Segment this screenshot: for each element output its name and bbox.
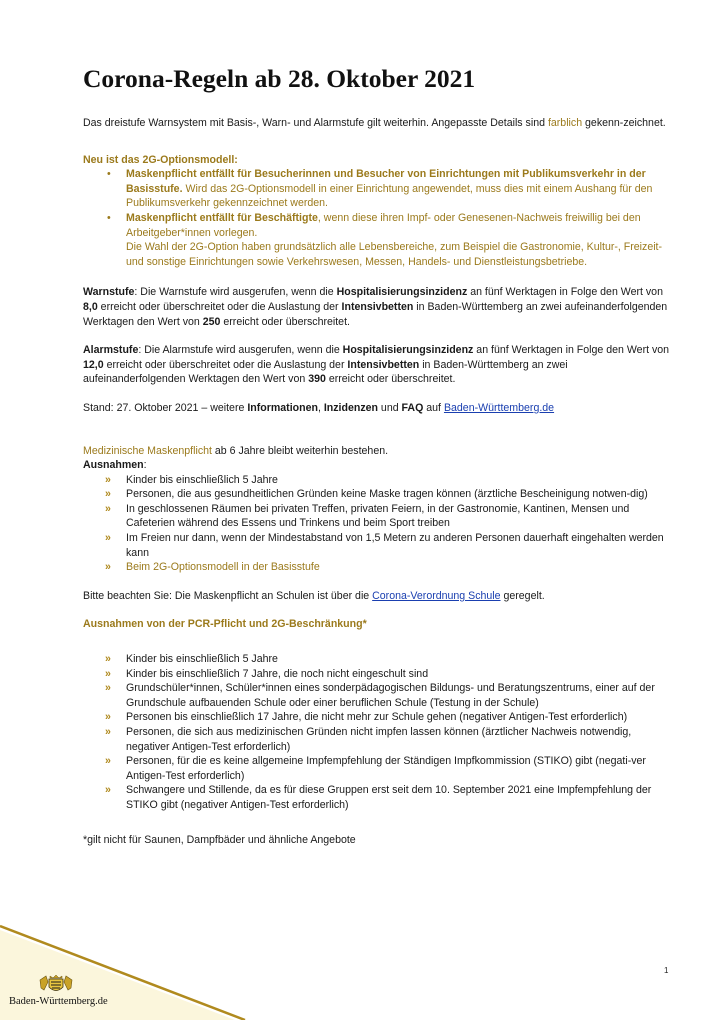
bullet-icon: • — [107, 168, 111, 181]
list-item: • Maskenpflicht entfällt für Beschäftigte, wenn diese ihren Impf- oder Genesenen-Nachweis freiwillig bei den Arbeitgeber*innen vorlegen. Die Wahl der 2G-Option haben grundsätzlich alle Lebensbereiche, zum Beispiel die Gastronomie, Kultur-, Freizeit- und sonstige Einrichtungen sowie Verkehrswesen, Messen, Handels- und Dienstleistungsbetriebe. — [107, 211, 663, 268]
stand-paragraph: Stand: 27. Oktober 2021 – weitere Informationen, Inzidenzen und FAQ auf Baden-Württemberg.de — [83, 401, 555, 414]
mask-exceptions-label: Ausnahmen: — [83, 459, 147, 472]
list-item: • Maskenpflicht entfällt für Besucherinnen und Besucher von Einrichtungen mit Publikumsverkehr in der Basisstufe. Wird das 2G-Optionsmodell in einer Einrichtung angewendet, muss dies mit einem Aushang für den Publikumsverkehr gekennzeichnet werden. — [107, 168, 653, 210]
list-item: » In geschlossenen Räumen bei privaten Treffen, privaten Feiern, in der Gastronomie, Kantinen, Mensen und Cafeterien während des Essens und Trinkens und beim Sport treiben — [105, 502, 630, 530]
list-item: » Personen, die aus gesundheitlichen Gründen keine Maske tragen können (ärztliche Bescheinigung notwen-dig) — [105, 488, 648, 501]
arrow-icon: » — [105, 561, 111, 574]
arrow-icon: » — [105, 667, 111, 680]
arrow-icon: » — [105, 502, 111, 515]
baden-wuerttemberg-link[interactable]: Baden-Württemberg.de — [443, 401, 555, 414]
list-item: » Personen, die sich aus medizinischen Gründen nicht impfen lassen können (ärztlicher Nachweis notwendig, negativer Antigen-Test erforderlich) — [105, 726, 632, 753]
list-item: » Kinder bis einschließlich 5 Jahre — [105, 473, 278, 486]
page-title: Corona-Regeln ab 28. Oktober 2021 — [83, 64, 476, 93]
arrow-icon: » — [105, 653, 111, 666]
list-item: » Kinder bis einschließlich 7 Jahre, die noch nicht eingeschult sind — [105, 667, 429, 680]
bullet-icon: • — [107, 211, 111, 224]
logo-text: Baden-Württemberg.de — [9, 996, 108, 1007]
list-item: » Kinder bis einschließlich 5 Jahre — [105, 653, 278, 666]
list-item: » Personen, für die es keine allgemeine Impfempfehlung der Ständigen Impfkommission (STIKO) gibt (negati-ver Antigen-Test erforderlich) — [105, 755, 646, 782]
arrow-icon: » — [105, 682, 111, 695]
list-item: » Grundschüler*innen, Schüler*innen eines sonderpädagogischen Bildungs- und Beratungszentrums, einer auf der Grundschule aufbauenden Schule oder einer beruflichen Schule (Testung in der Schule) — [105, 682, 655, 709]
document-page — [83, 64, 673, 847]
school-paragraph: Bitte beachten Sie: Die Maskenpflicht an Schulen ist über die Corona-Verordnung Schule geregelt. — [83, 589, 545, 602]
footnote: *gilt nicht für Saunen, Dampfbäder und ähnliche Angebote — [83, 833, 356, 846]
intro-paragraph: Das dreistufe Warnsystem mit Basis-, Warn- und Alarmstufe gilt weiterhin. Angepasste Details sind farblich gekenn-zeichnet. — [83, 117, 666, 129]
list-item: » Personen bis einschließlich 17 Jahre, die nicht mehr zur Schule gehen (negativer Antigen-Test erforderlich) — [105, 711, 628, 724]
mask-exceptions-list — [83, 473, 673, 575]
list-item: » Beim 2G-Optionsmodell in der Basisstufe — [105, 561, 320, 574]
arrow-icon: » — [105, 755, 111, 768]
coat-of-arms-icon — [38, 974, 74, 996]
arrow-icon: » — [105, 784, 111, 797]
options-list — [83, 167, 673, 269]
list-item: » Im Freien nur dann, wenn der Mindestabstand von 1,5 Metern zu anderen Personen dauerhaft eingehalten werden kann — [105, 532, 664, 559]
arrow-icon: » — [105, 711, 111, 724]
intro-highlight: farblich — [547, 117, 583, 129]
page-number: 1 — [664, 966, 669, 975]
pcr-exceptions-list — [83, 652, 673, 813]
alarmstufe-paragraph: Alarmstufe: Die Alarmstufe wird ausgerufen, wenn die Hospitalisierungsinzidenz an fünf Werktagen in Folge den Wert von 12,0 erreicht oder überschreitet oder die Auslastung der Intensivbetten in Baden-Württemberg an zwei aufeinanderfolgenden Werktagen den Wert von 390 erreicht oder überschreitet. — [83, 344, 670, 386]
corona-verordnung-schule-link[interactable]: Corona-Verordnung Schule — [372, 589, 501, 602]
pcr-heading: Ausnahmen von der PCR-Pflicht und 2G-Beschränkung* — [83, 618, 367, 631]
list-item: » Schwangere und Stillende, da es für diese Gruppen erst seit dem 10. September 2021 eine Impfempfehlung der STIKO gibt (negativer Antigen-Test erforderlich) — [105, 784, 652, 811]
arrow-icon: » — [105, 473, 111, 486]
options-heading: Neu ist das 2G-Optionsmodell: — [83, 153, 238, 166]
arrow-icon: » — [105, 488, 111, 501]
mask-heading: Medizinische Maskenpflicht ab 6 Jahre bleibt weiterhin bestehen. — [83, 444, 389, 457]
arrow-icon: » — [105, 726, 111, 738]
warnstufe-paragraph: Warnstufe: Die Warnstufe wird ausgerufen, wenn die Hospitalisierungsinzidenz an fünf Werktagen in Folge den Wert von 8,0 erreicht oder überschreitet oder die Auslastung der Intensivbetten in Baden-Württemberg an zwei aufeinanderfolgenden Werktagen den Wert von 250 erreicht oder überschreitet. — [83, 286, 668, 328]
arrow-icon: » — [105, 532, 111, 545]
